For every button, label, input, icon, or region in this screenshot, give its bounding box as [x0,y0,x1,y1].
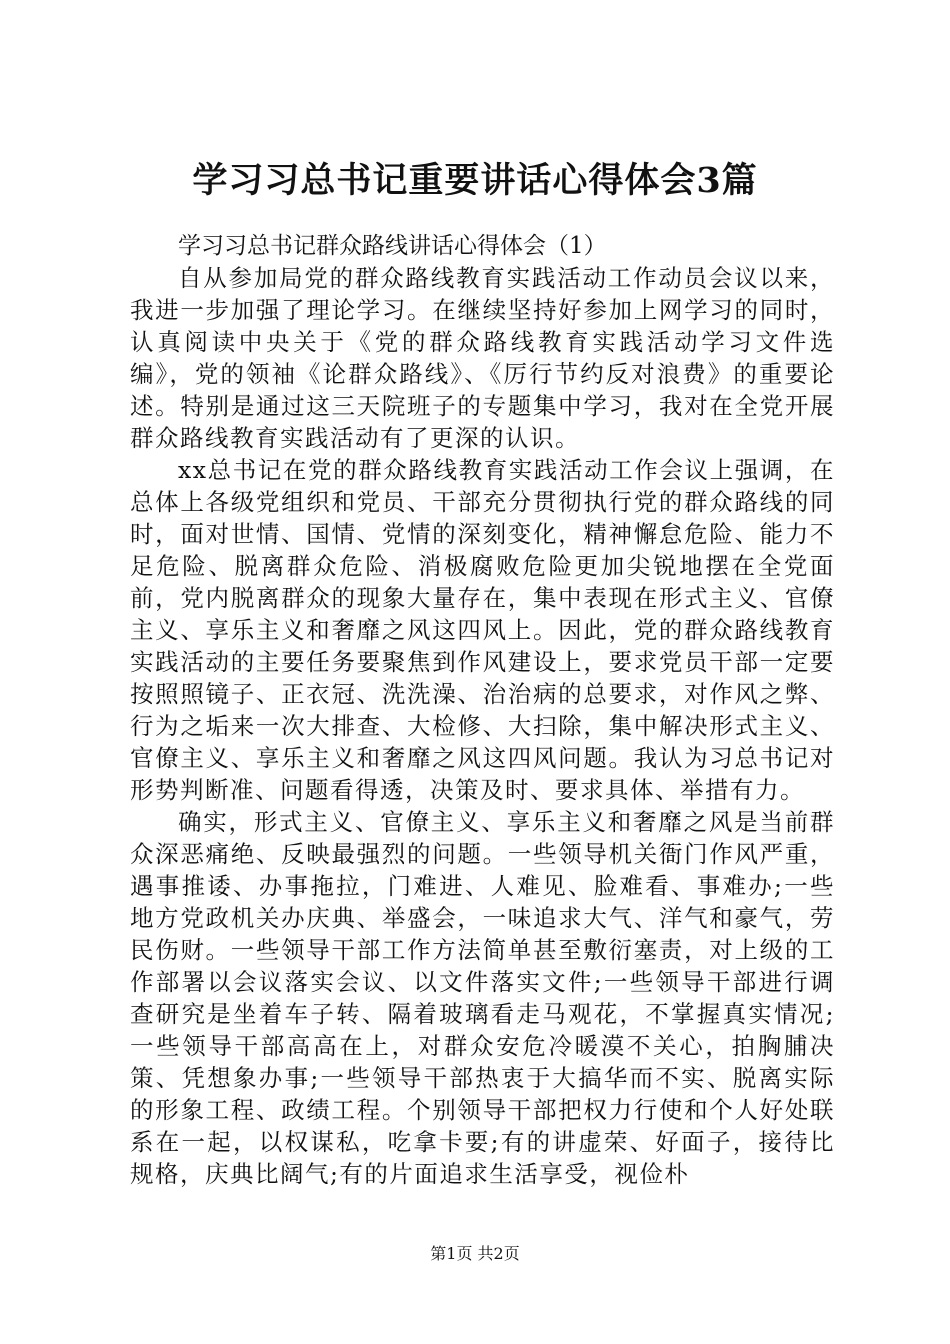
document-body [130,230,835,1190]
paragraph-3: 确实，形式主义、官僚主义、享乐主义和奢靡之风是当前群众深恶痛绝、反映最强烈的问题。一些领导机关衙门作风严重，遇事推诿、办事拖拉，门难进、人难见、脸难看、事难办;一些地方党政机关办庆典、举盛会，一味追求大气、洋气和豪气，劳民伤财。一些领导干部工作方法简单甚至敷衍塞责，对上级的工作部署以会议落实会议、以文件落实文件;一些领导干部进行调查研究是坐着车子转、隔着玻璃看走马观花，不掌握真实情况;一些领导干部高高在上，对群众安危冷暖漠不关心，拍胸脯决策、凭想象办事;一些领导干部热衷于大搞华而不实、脱离实际的形象工程、政绩工程。个别领导干部把权力行使和个人好处联系在一起，以权谋私，吃拿卡要;有的讲虚荣、好面子，接待比规格，庆典比阔气;有的片面追求生活享受，视俭朴 [130,808,835,1188]
page-footer: 第1页 共2页 [430,1244,520,1263]
document-title: 学习习总书记重要讲话心得体会3篇 [192,160,758,201]
paragraph-1: 自从参加局党的群众路线教育实践活动工作动员会议以来，我进一步加强了理论学习。在继续坚持好参加上网学习的同时，认真阅读中央关于《党的群众路线教育实践活动学习文件选编》，党的领袖《论群众路线》、《厉行节约反对浪费》的重要论述。特别是通过这三天院班子的专题集中学习，我对在全党开展群众路线教育实践活动有了更深的认识。 [130,264,835,452]
paragraph-2: xx总书记在党的群众路线教育实践活动工作会议上强调，在总体上各级党组织和党员、干部充分贯彻执行党的群众路线的同时，面对世情、国情、党情的深刻变化，精神懈怠危险、能力不足危险、脱离群众危险、消极腐败危险更加尖锐地摆在全党面前，党内脱离群众的现象大量存在，集中表现在形式主义、官僚主义、享乐主义和奢靡之风这四风上。因此，党的群众路线教育实践活动的主要任务要聚焦到作风建设上，要求党员干部一定要按照照镜子、正衣冠、洗洗澡、治治病的总要求，对作风之弊、行为之垢来一次大排查、大检修、大扫除，集中解决形式主义、官僚主义、享乐主义和奢靡之风这四风问题。我认为习总书记对形势判断准、问题看得透，决策及时、要求具体、举措有力。 [130,456,835,804]
section-subtitle: 学习习总书记群众路线讲话心得体会（1） [178,233,607,259]
